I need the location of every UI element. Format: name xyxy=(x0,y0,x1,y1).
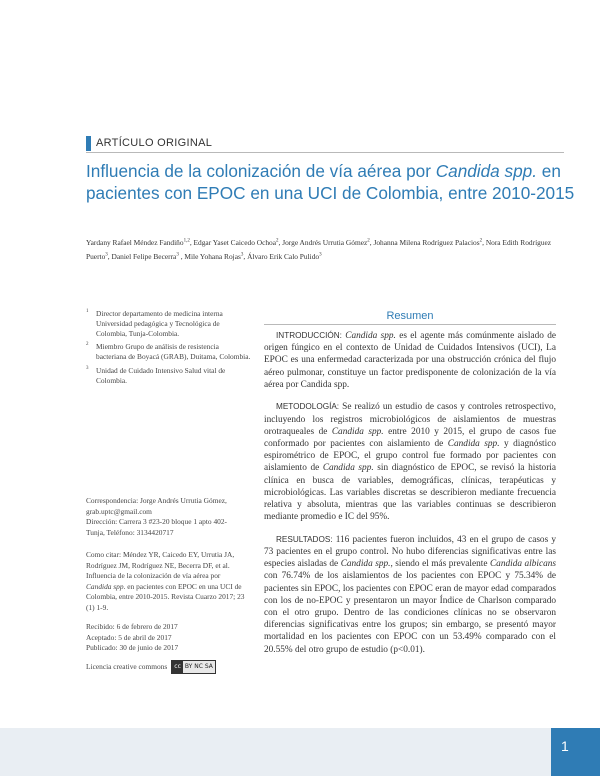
article-title xyxy=(86,160,576,204)
cc-icon: cc xyxy=(172,661,183,673)
correspondence-contact: Correspondencia: Jorge Andrés Urrutia Gómez, grab.uptc@gmail.com xyxy=(86,496,227,516)
author: Edgar Yaset Caicedo Ochoa$^2$, xyxy=(193,238,283,248)
author: Mile Yohana Rojas$^3$, xyxy=(184,252,248,262)
section-label: ARTÍCULO ORIGINAL xyxy=(96,137,213,149)
author-list xyxy=(86,236,568,264)
abstract-methodology: METODOLOGÍA: Se realizó un estudio de casos y controles retrospectivo, incluyendo los registros microbiológicos de aislamientos de muestras orotraqueales de Candida spp. entre 2010 y 2015, el grupo de casos fue conformado por pacientes con aislamiento de Candida spp. y diagnóstico espirométrico de EPOC, el grupo control fue formado por pacientes con aislamiento de Candida spp. sin diagnóstico de EPOC, se revisó la historia clínica en busca de variables, demográficas, clínicas, terapéuticas y microbiológicas. Las variables discretas se describieron mediante frecuencia relativa y absoluta, mientras que las variables continuas se describieron mediante promedio e IC del 95%. xyxy=(264,402,557,523)
license-label: Licencia creative commons xyxy=(86,661,168,671)
abstract-introduction: INTRODUCCIÓN: Candida spp. es el agente más comúnmente aislado de origen fúngico en el contexto de Unidad de Cuidados Intensivos (UCI), La EPOC es una enfermedad caracterizada por una obstrucción crónica del flujo aéreo pulmonar, constituye un factor predisponente de colonización de la vía aérea por Candida spp. xyxy=(264,331,556,390)
author: Nora Edith Rodríguez Puerto$^3$, xyxy=(86,238,552,262)
license xyxy=(86,660,246,674)
author: Daniel Felipe Becerra$^3$ , xyxy=(111,252,185,262)
date-published: Publicado: 30 de junio de 2017 xyxy=(86,643,179,653)
affiliation-item: 2 Miembro Grupo de análisis de resistencia bacteriana de Boyacá (GRAB), Duitama, Colombia. xyxy=(86,342,251,362)
abstract-divider xyxy=(264,324,556,325)
citation: Como citar: Méndez YR, Caicedo EY, Urrutia JA, Rodríguez JM, Rodríguez NE, Becerra DF, et al. Influencia de la colonización de vía aérea por Candida spp. en pacientes con EPOC en una UCI de Colombia, entre 2010-2015. Revista Cuarzo 2017; 23 (1) 1-9. xyxy=(86,550,245,612)
publication-dates xyxy=(86,622,246,654)
section-divider xyxy=(86,152,564,153)
title-part-1: Influencia de la colonización de vía aérea por xyxy=(86,161,436,181)
correspondence xyxy=(86,496,246,538)
creative-commons-badge[interactable] xyxy=(171,660,216,674)
affiliation-item: 3 Unidad de Cuidado Intensivo Salud vital de Colombia. xyxy=(86,365,226,385)
by-nc-sa-icon: BY NC SA xyxy=(184,663,213,670)
affiliation-item: 1 Director departamento de medicina interna Universidad pedagógica y Tecnológica de Colombia, Tunja-Colombia. xyxy=(86,309,223,338)
abstract-body xyxy=(264,330,556,666)
page-footer xyxy=(0,728,600,776)
page-number: 1 xyxy=(551,728,600,776)
abstract-heading: Resumen xyxy=(386,310,434,322)
author: Álvaro Erik Calo Pulido$^3$ xyxy=(247,252,322,262)
abstract-results: RESULTADOS: 116 pacientes fueron incluidos, 43 en el grupo de casos y 73 pacientes en el grupo control. No hubo diferencias significativas entre las especies aisladas de Candida spp., siendo el más prevalente Candida albicans con 76.74% de los aislamientos de los pacientes con EPOC y 75.34% de pacientes sin EPOC, los pacientes con EPOC eran de mayor edad comparados con los de no-EPOC y presentaron un mayor Índice de Charlson comparado con el otro grupo. Dentro de las condiciones clínicas no se observaron diferencias significativas entre los grupos; sin embargo, se presentó mayor mortalidad en los pacientes con EPOC con un 53.49% comparado con el 20.55% del otro grupo de estudio (p<0.01). xyxy=(264,534,556,655)
author: Johanna Milena Rodríguez Palacios$^2$, xyxy=(373,238,486,248)
title-italic: Candida spp. xyxy=(435,161,538,181)
title-part-2: en pacientes con EPOC en una UCI de Colombia, entre 2010-2015 xyxy=(86,161,575,203)
affiliations xyxy=(86,309,251,390)
section-accent-bar xyxy=(86,136,91,151)
author: Yardany Rafael Méndez Fandiño$^{1,2}$, xyxy=(86,238,194,248)
author: Jorge Andrés Urrutia Gómez$^2$, xyxy=(282,238,374,248)
correspondence-address: Dirección: Carrera 3 #23-20 bloque 1 apto 402- Tunja, Teléfono: 3134420717 xyxy=(86,517,227,537)
date-received: Recibido: 6 de febrero de 2017 xyxy=(86,622,178,631)
date-accepted: Aceptado: 5 de abril de 2017 xyxy=(86,632,172,642)
